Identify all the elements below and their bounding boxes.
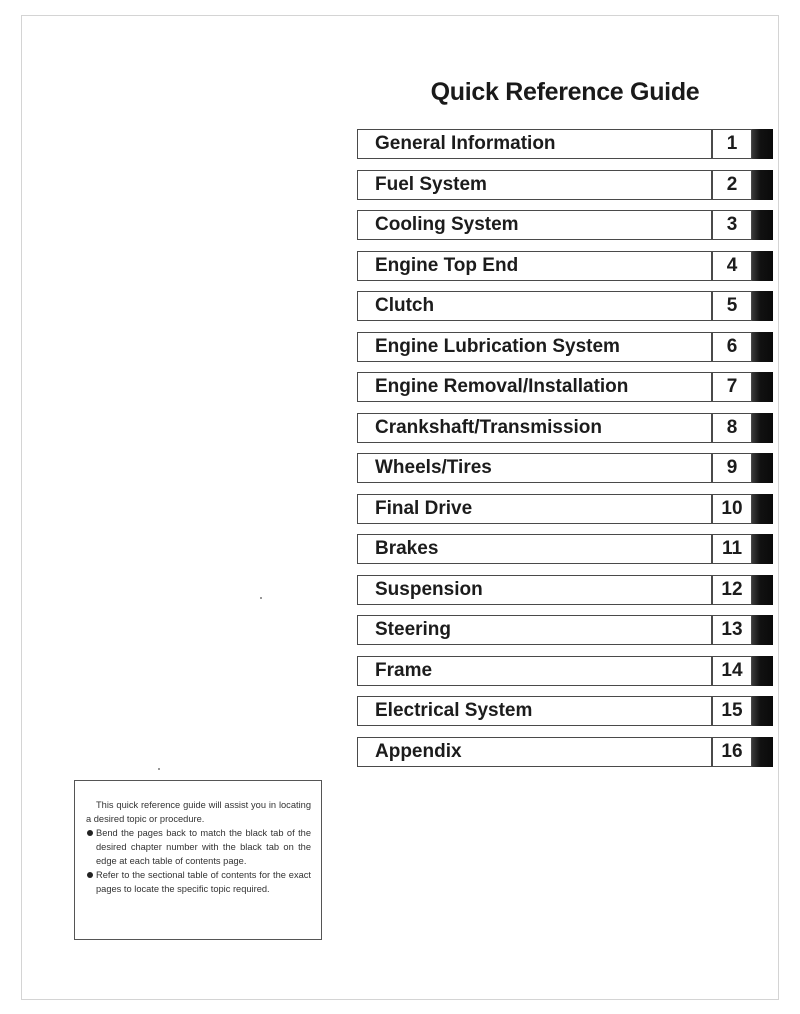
chapter-box [357, 615, 752, 645]
chapter-list [357, 129, 773, 777]
note-intro: This quick reference guide will assist you in locating a desired topic or procedure. [86, 800, 311, 824]
chapter-box [357, 656, 752, 686]
chapter-label: Appendix [375, 740, 462, 762]
chapter-box [357, 210, 752, 240]
chapter-number: 5 [726, 295, 738, 316]
note-bullet-refer-toc [86, 868, 311, 896]
chapter-box [357, 453, 752, 483]
print-speck [158, 768, 160, 770]
chapter-box [357, 737, 752, 767]
chapter-number: 15 [721, 700, 743, 721]
chapter-tab[interactable] [752, 210, 773, 240]
chapter-tab[interactable] [752, 494, 773, 524]
chapter-row-appendix[interactable] [357, 737, 773, 767]
chapter-row-final-drive[interactable] [357, 494, 773, 524]
page-title: Quick Reference Guide [430, 78, 700, 106]
chapter-row-cooling-system[interactable] [357, 210, 773, 240]
chapter-tab[interactable] [752, 453, 773, 483]
chapter-row-engine-lubrication-system[interactable] [357, 332, 773, 362]
chapter-row-fuel-system[interactable] [357, 170, 773, 200]
chapter-tab[interactable] [752, 413, 773, 443]
chapter-number: 12 [721, 578, 743, 600]
chapter-tab[interactable] [752, 737, 773, 767]
bullet-dot-icon [87, 872, 93, 878]
note-bullet-text: Refer to the sectional table of contents for the exact pages to locate the specific topic required. [96, 870, 311, 894]
chapter-box [357, 372, 752, 402]
chapter-number: 6 [726, 335, 738, 357]
chapter-row-steering[interactable] [357, 615, 773, 645]
chapter-row-engine-removal-installation[interactable] [357, 372, 773, 402]
chapter-row-suspension[interactable] [357, 575, 773, 605]
chapter-label: Crankshaft/Transmission [375, 416, 603, 438]
chapter-tab[interactable] [752, 251, 773, 281]
chapter-row-electrical-system[interactable] [357, 696, 773, 726]
chapter-label: Brakes [375, 538, 439, 559]
chapter-number: 8 [726, 416, 738, 438]
chapter-row-wheels-tires[interactable] [357, 453, 773, 483]
chapter-tab[interactable] [752, 372, 773, 402]
bullet-dot-icon [87, 830, 93, 836]
chapter-tab[interactable] [752, 129, 773, 159]
chapter-label: Electrical System [375, 700, 533, 721]
chapter-number: 4 [726, 254, 738, 276]
chapter-number: 1 [726, 133, 738, 154]
chapter-row-clutch[interactable] [357, 291, 773, 321]
chapter-box [357, 696, 752, 726]
chapter-number: 13 [721, 619, 743, 640]
chapter-box [357, 129, 752, 159]
chapter-label: Engine Top End [375, 254, 519, 276]
chapter-tab[interactable] [752, 615, 773, 645]
chapter-row-brakes[interactable] [357, 534, 773, 564]
chapter-row-frame[interactable] [357, 656, 773, 686]
chapter-label: Wheels/Tires [375, 457, 492, 478]
chapter-tab[interactable] [752, 170, 773, 200]
chapter-number: 11 [721, 538, 743, 559]
instruction-note [74, 780, 322, 940]
chapter-label: Final Drive [375, 497, 473, 519]
chapter-box [357, 332, 752, 362]
print-speck [260, 597, 262, 599]
chapter-number: 3 [726, 214, 738, 235]
note-bullet-bend-pages [86, 826, 311, 868]
chapter-label: General Information [375, 133, 556, 154]
chapter-row-engine-top-end[interactable] [357, 251, 773, 281]
chapter-box [357, 170, 752, 200]
chapter-row-general-information[interactable] [357, 129, 773, 159]
chapter-number: 7 [726, 376, 738, 397]
chapter-number: 14 [721, 659, 743, 681]
chapter-label: Frame [375, 659, 433, 681]
chapter-tab[interactable] [752, 696, 773, 726]
chapter-box [357, 291, 752, 321]
chapter-box [357, 251, 752, 281]
chapter-box [357, 534, 752, 564]
chapter-box [357, 575, 752, 605]
chapter-label: Cooling System [375, 214, 519, 235]
chapter-tab[interactable] [752, 332, 773, 362]
chapter-tab[interactable] [752, 656, 773, 686]
chapter-box [357, 494, 752, 524]
chapter-label: Engine Lubrication System [375, 335, 620, 357]
chapter-label: Fuel System [375, 173, 487, 195]
chapter-tab[interactable] [752, 291, 773, 321]
chapter-tab[interactable] [752, 534, 773, 564]
chapter-box [357, 413, 752, 443]
chapter-tab[interactable] [752, 575, 773, 605]
chapter-row-crankshaft-transmission[interactable] [357, 413, 773, 443]
chapter-label: Suspension [375, 578, 483, 600]
note-bullet-text: Bend the pages back to match the black tab of the desired chapter number with the black tab on the edge at each table of contents page. [96, 828, 311, 866]
chapter-number: 10 [721, 497, 743, 519]
chapter-number: 16 [721, 740, 743, 762]
chapter-number: 2 [726, 173, 738, 195]
chapter-label: Steering [375, 619, 452, 640]
chapter-label: Clutch [375, 295, 435, 316]
chapter-label: Engine Removal/Installation [375, 376, 629, 397]
chapter-number: 9 [726, 457, 738, 478]
